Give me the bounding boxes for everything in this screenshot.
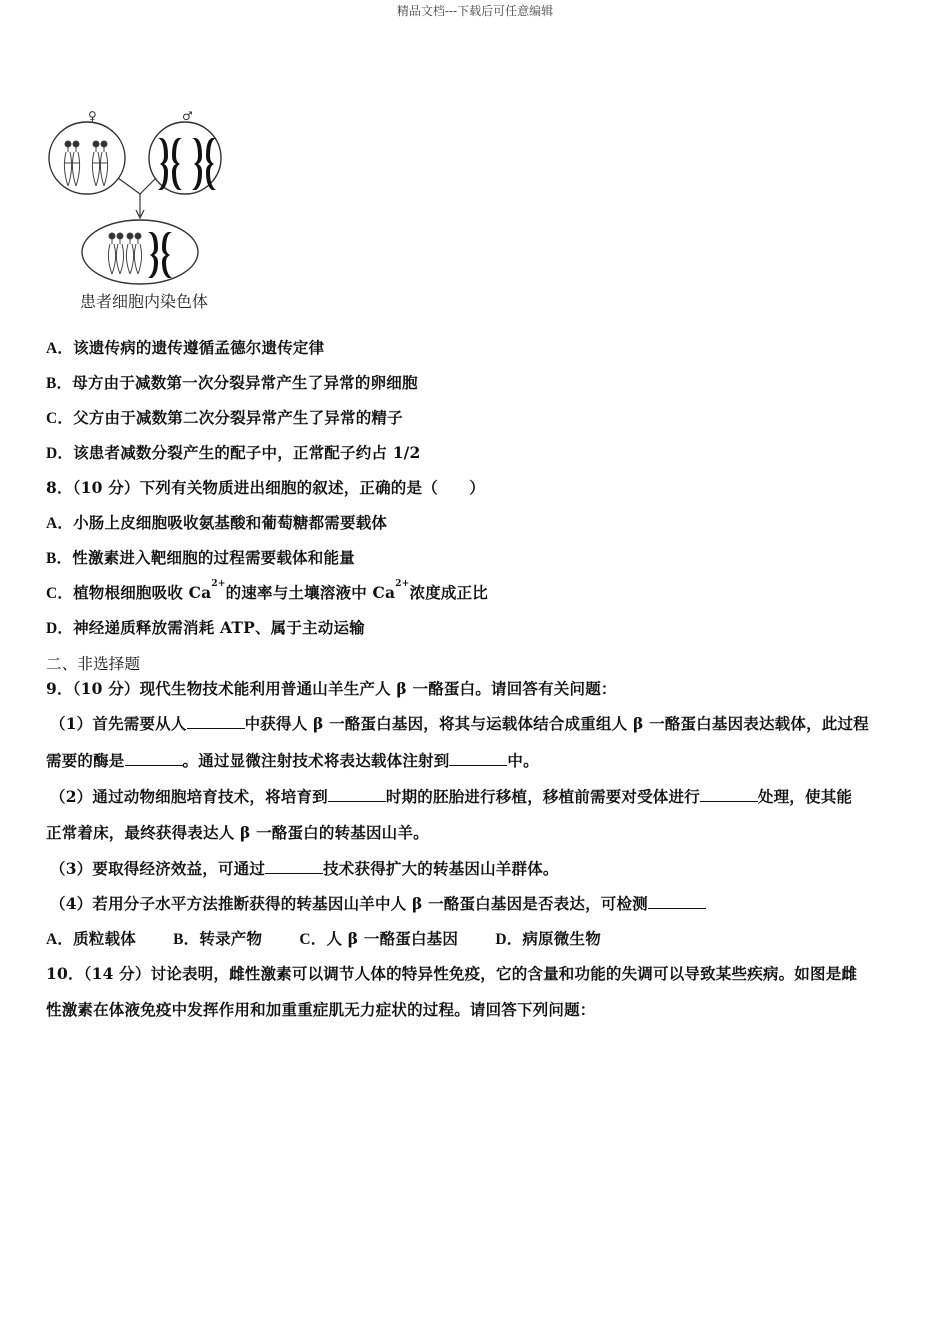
- q9-stem: 9．（10 分）现代生物技术能利用普通山羊生产人 β 一酪蛋白。请回答有关问题：: [46, 679, 617, 698]
- q7-option-b: B．母方由于减数第一次分裂异常产生了异常的卵细胞: [46, 373, 418, 392]
- q9-part1-line2: 需要的酶是 。通过显微注射技术将表达载体注射到 中。: [46, 751, 539, 770]
- q9-part1-line1: （1）首先需要从人 中获得人 β 一酪蛋白基因，将其与运载体结合成重组人 β 一酪蛋白基因表达载体，此过程: [50, 714, 869, 733]
- q10-line2: 性激素在体液免疫中发挥作用和加重重症肌无力症状的过程。请回答下列问题：: [46, 1000, 596, 1019]
- q10-line1: 10．（14 分）讨论表明，雌性激素可以调节人体的特异性免疫，它的含量和功能的失调可以导致某些疾病。如图是雌: [46, 964, 858, 983]
- page-header: 精品文档---下载后可任意编辑: [396, 4, 554, 18]
- offspring-cell: [82, 220, 198, 284]
- q9-part2-line1: （2）通过动物细胞培育技术，将培育到 时期的胚胎进行移植，移植前需要对受体进行 处理，使其能: [50, 787, 853, 806]
- section-heading: 二、非选择题: [46, 655, 141, 673]
- female-symbol: ♀: [88, 109, 97, 123]
- q9-part2-line2: 正常着床，最终获得表达人 β 一酪蛋白的转基因山羊。: [46, 823, 429, 842]
- answer-blank: [700, 787, 758, 802]
- answer-blank: [328, 787, 386, 802]
- female-cell: [49, 122, 125, 194]
- figure-caption: 患者细胞内染色体: [80, 292, 209, 311]
- q8-option-b: B．性激素进入靶细胞的过程需要载体和能量: [46, 548, 355, 567]
- q9-part3: （3）要取得经济效益，可通过 技术获得扩大的转基因山羊群体。: [50, 859, 559, 878]
- chromosome-figure: [40, 100, 240, 320]
- q9-part4: （4）若用分子水平方法推断获得的转基因山羊中人 β 一酪蛋白基因是否表达，可检测: [50, 892, 706, 914]
- answer-blank: [187, 714, 245, 729]
- offspring-chromosomes: [108, 233, 141, 274]
- q8-option-a: A．小肠上皮细胞吸收氨基酸和葡萄糖都需要载体: [46, 513, 388, 532]
- female-chromosomes: [64, 141, 108, 186]
- male-chromosomes: [158, 138, 216, 190]
- q7-option-a: A．该遗传病的遗传遵循孟德尔遗传定律: [46, 338, 325, 357]
- q8-option-d: D．神经递质释放需消耗 ATP、属于主动运输: [46, 618, 365, 637]
- q8-stem: 8．（10 分）下列有关物质进出细胞的叙述，正确的是（ ）: [46, 478, 486, 497]
- q9-options: A．质粒载体 B．转录产物 C．人 β 一酪蛋白基因 D．病原微生物: [46, 929, 601, 948]
- cross-lines: [118, 178, 156, 218]
- q7-option-d: D．该患者减数分裂产生的配子中，正常配子约占 1/2: [46, 443, 421, 462]
- q8-option-c: C．植物根细胞吸收 $Ca^{2+}$的速率与土壤溶液中 $Ca^{2+}$浓度成正比: [46, 579, 489, 602]
- answer-blank: [449, 751, 507, 766]
- q7-option-c: C．父方由于减数第二次分裂异常产生了异常的精子: [46, 408, 403, 427]
- male-symbol: ♂: [182, 109, 193, 123]
- chromosome-diagram: [40, 100, 240, 300]
- answer-blank: [648, 894, 706, 909]
- answer-blank: [125, 751, 183, 766]
- answer-blank: [265, 859, 323, 874]
